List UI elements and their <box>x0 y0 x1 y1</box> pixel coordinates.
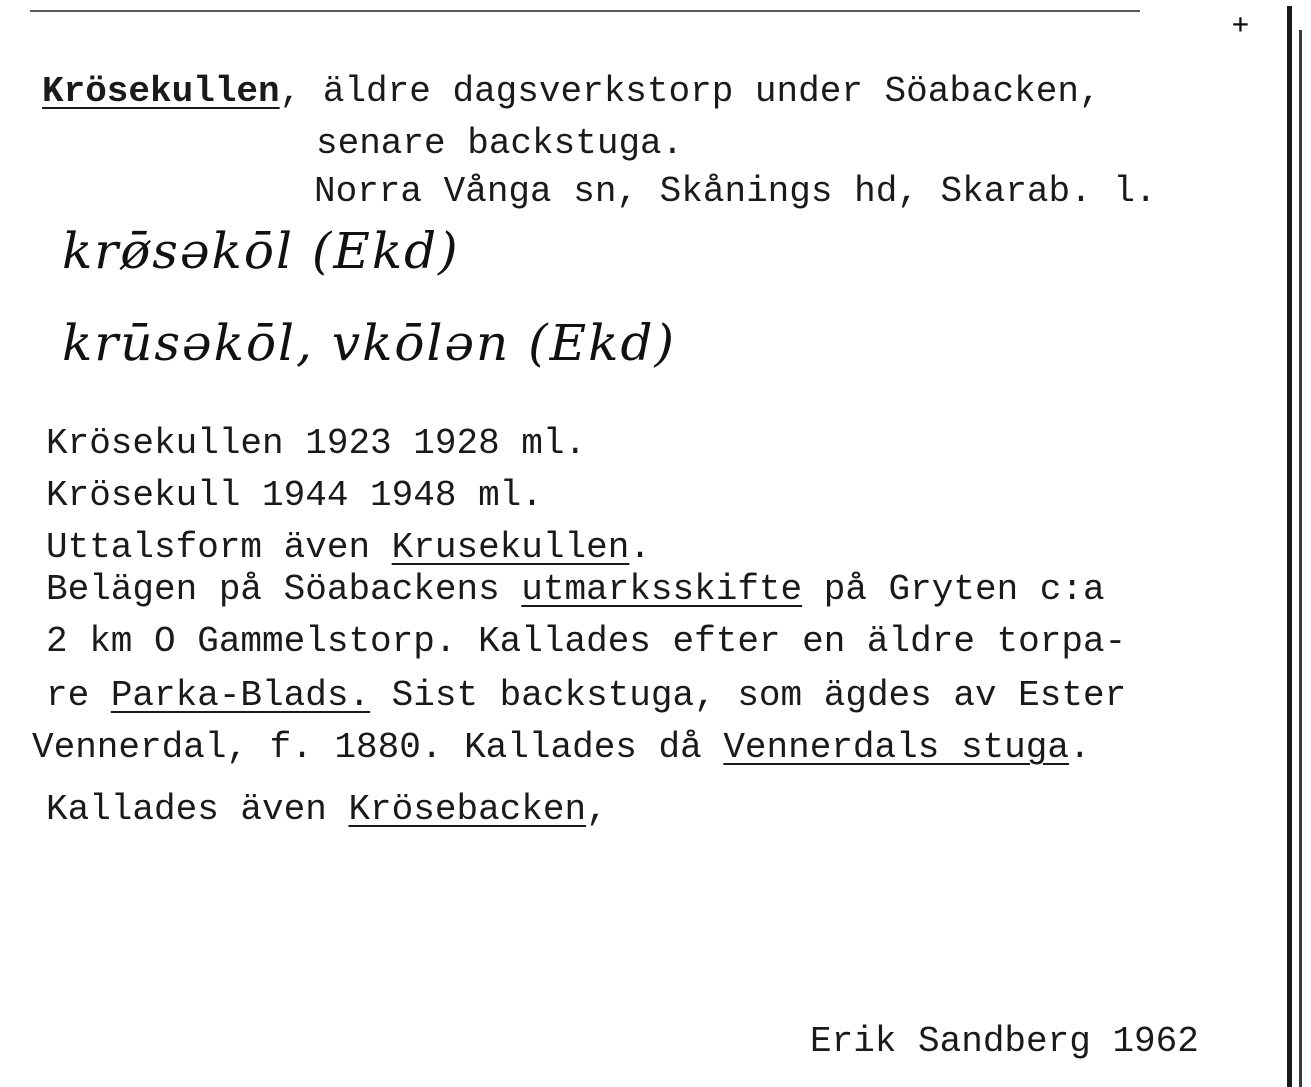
body-line-1 <box>46 569 1105 610</box>
body-l1-suffix: på Gryten c:a <box>802 569 1105 610</box>
record-line-1: Krösekullen 1923 1928 ml. <box>46 423 587 464</box>
record-line-2: Krösekull 1944 1948 ml. <box>46 475 543 516</box>
uttal-name: Krusekullen <box>391 527 630 568</box>
phonetic-line-1: krø̄sәkōl (Ekd) <box>62 222 460 280</box>
corner-mark: + <box>1232 7 1249 40</box>
also-prefix: Kallades även <box>46 789 349 830</box>
phonetic-line-2: krūsәkōl, vkōlәn (Ekd) <box>62 314 676 372</box>
body-l1-underlined: utmarksskifte <box>521 569 803 610</box>
also-suffix: , <box>586 789 608 830</box>
uttal-suffix: . <box>629 527 651 568</box>
body-l1-prefix: Belägen på Söabackens <box>46 569 522 610</box>
heading-line-1 <box>42 71 1101 112</box>
uttal-prefix: Uttalsform även <box>46 527 392 568</box>
body-line-2: 2 km O Gammelstorp. Kallades efter en äldre torpa- <box>46 621 1127 662</box>
body-l3-underlined: Parka-Blads. <box>110 675 371 716</box>
place-name: Krösekullen <box>42 71 280 112</box>
body-line-4 <box>32 727 1091 768</box>
uttal-line <box>46 527 651 568</box>
card-top-edge <box>30 10 1140 12</box>
body-l4-prefix: Vennerdal, f. 1880. Kallades då <box>32 727 724 768</box>
body-l3-suffix: Sist backstuga, som ägdes av Ester <box>370 675 1127 716</box>
body-l4-suffix: . <box>1068 727 1091 768</box>
signature: Erik Sandberg 1962 <box>810 1021 1199 1062</box>
body-line-3 <box>46 675 1127 716</box>
heading-description: , äldre dagsverkstorp under Söabacken, <box>279 71 1101 112</box>
heading-line-3: Norra Vånga sn, Skånings hd, Skarab. l. <box>314 171 1157 212</box>
heading-line-2: senare backstuga. <box>316 123 684 164</box>
also-line <box>46 789 608 830</box>
card-right-edge <box>1287 6 1292 1087</box>
body-l3-prefix: re <box>46 675 111 716</box>
card-right-edge-shadow <box>1299 30 1302 1087</box>
body-l4-underlined: Vennerdals stuga <box>723 727 1069 768</box>
also-name: Krösebacken <box>348 789 587 830</box>
